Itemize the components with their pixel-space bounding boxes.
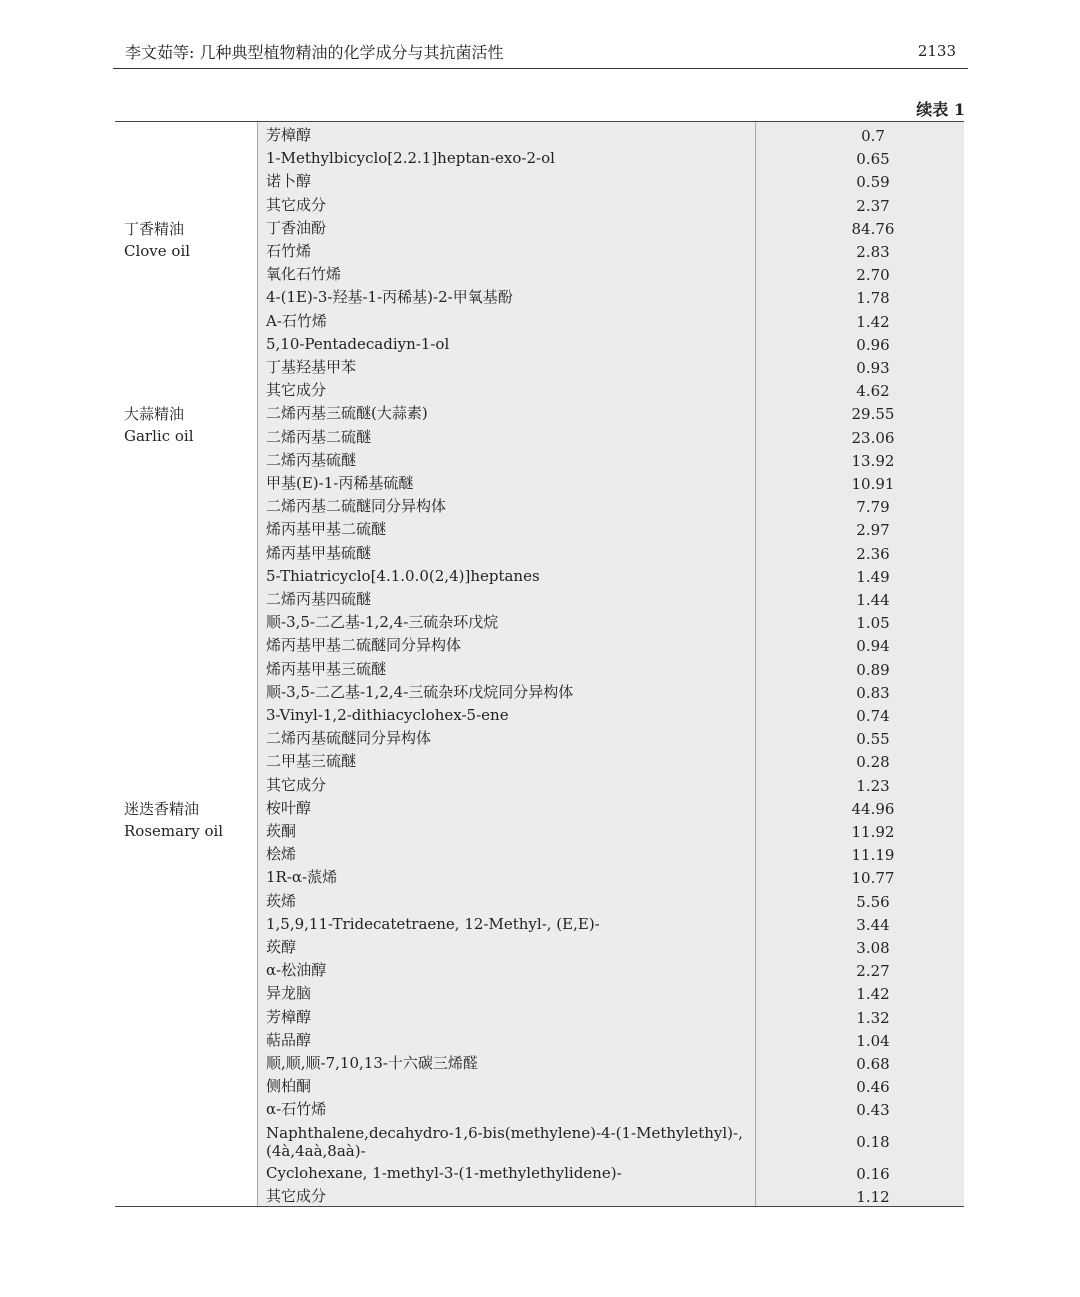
relative-content-value: 0.43 (856, 1101, 890, 1120)
table-row (115, 495, 964, 518)
relative-content-value: 11.92 (851, 823, 895, 841)
relative-content-value: 0.7 (861, 127, 885, 145)
oil-name-en: Garlic oil (124, 427, 194, 446)
relative-content-value: 0.59 (856, 173, 890, 192)
component-name: 丁基羟基甲苯 (266, 358, 357, 376)
component-name: 4-(1E)-3-羟基-1-丙稀基)-2-甲氧基酚 (266, 288, 513, 307)
table-row (115, 634, 964, 657)
component-name: 莰醇 (266, 938, 297, 956)
relative-content-value: 2.70 (856, 266, 890, 285)
component-name: 1,5,9,11-Tridecatetraene, 12-Methyl-, (E,E)- (266, 914, 600, 933)
table-row (115, 982, 964, 1005)
table-row (115, 310, 964, 333)
relative-content-value: 0.28 (856, 753, 890, 772)
relative-content-value: 0.83 (856, 683, 890, 702)
component-name: 芳樟醇 (266, 1007, 312, 1026)
table-row (115, 797, 964, 820)
relative-content-value: 1.32 (856, 1008, 890, 1027)
component-name: 二烯丙基硫醚同分异构体 (266, 729, 432, 748)
table-row (115, 890, 964, 913)
table-row (115, 820, 964, 843)
table-row (115, 472, 964, 495)
table-row (115, 774, 964, 797)
composition-table (115, 121, 964, 1207)
oil-name-en: Clove oil (124, 241, 191, 260)
relative-content-value: 1.78 (856, 289, 890, 308)
component-name: 其它成分 (266, 195, 327, 214)
relative-content-value: 0.18 (856, 1132, 890, 1151)
component-name: 桉叶醇 (266, 798, 312, 817)
component-name: 烯丙基甲基三硫醚 (266, 659, 387, 678)
table-row (115, 1185, 964, 1208)
component-name: 石竹烯 (266, 242, 312, 260)
table-row (115, 588, 964, 611)
table-row (115, 217, 964, 240)
component-name: 侧柏酮 (266, 1077, 312, 1096)
relative-content-value: 0.94 (856, 637, 890, 656)
table-row (115, 194, 964, 217)
table-row (115, 843, 964, 866)
table-caption: 续表 1 (916, 100, 965, 119)
component-name: α-松油醇 (266, 961, 327, 980)
table-row (115, 124, 964, 147)
table-row (115, 170, 964, 193)
oil-name-zh: 大蒜精油 (124, 405, 185, 424)
table-row (115, 518, 964, 541)
relative-content-value: 2.37 (856, 196, 890, 215)
relative-content-value: 0.74 (856, 707, 890, 725)
running-title: 李文茹等: 几种典型植物精油的化学成分与其抗菌活性 (125, 43, 504, 62)
table-row (115, 936, 964, 959)
table-row (115, 866, 964, 889)
table-row (115, 286, 964, 309)
component-name: 丁香油酚 (266, 218, 327, 237)
relative-content-value: 0.68 (856, 1055, 890, 1073)
relative-content-value: 84.76 (851, 219, 895, 238)
relative-content-value: 2.36 (856, 544, 890, 563)
relative-content-value: 0.55 (856, 730, 890, 749)
table-row (115, 959, 964, 982)
component-name: 诺卜醇 (266, 172, 312, 191)
relative-content-value: 1.05 (856, 614, 890, 633)
table-row (115, 727, 964, 750)
component-name: 其它成分 (266, 1186, 327, 1205)
relative-content-value: 13.92 (851, 451, 895, 470)
relative-content-value: 3.44 (856, 915, 890, 934)
relative-content-value: 0.96 (856, 335, 890, 354)
component-name: 烯丙基甲基硫醚 (266, 543, 372, 562)
component-name: 二烯丙基硫醚 (266, 450, 357, 469)
relative-content-value: 0.65 (856, 150, 890, 169)
relative-content-value: 1.42 (856, 985, 890, 1004)
relative-content-value: 10.77 (851, 869, 895, 888)
table-row (115, 402, 964, 425)
component-name: 芳樟醇 (266, 126, 312, 144)
component-name: 氧化石竹烯 (266, 265, 342, 284)
relative-content-value: 0.46 (856, 1078, 890, 1097)
relative-content-value: 3.08 (856, 939, 890, 957)
relative-content-value: 2.97 (856, 521, 890, 540)
component-name: 烯丙基甲基二硫醚同分异构体 (266, 636, 462, 655)
table-row (115, 449, 964, 472)
table-row (115, 542, 964, 565)
relative-content-value: 7.79 (856, 498, 890, 517)
component-name: 烯丙基甲基二硫醚 (266, 520, 387, 539)
table-row (115, 750, 964, 773)
table-row (115, 681, 964, 704)
relative-content-value: 1.49 (856, 567, 890, 586)
component-name: 甲基(E)-1-丙稀基硫醚 (266, 474, 414, 492)
relative-content-value: 1.12 (856, 1187, 890, 1206)
relative-content-value: 11.19 (851, 846, 895, 865)
relative-content-value: 1.04 (856, 1031, 890, 1050)
table-row (115, 1006, 964, 1029)
page-number: 2133 (917, 42, 956, 60)
component-name: 异龙脑 (266, 984, 312, 1003)
component-name: 顺-3,5-二乙基-1,2,4-三硫杂环戊烷同分异构体 (266, 682, 574, 701)
relative-content-value: 0.93 (856, 359, 890, 377)
component-name: 其它成分 (266, 381, 327, 400)
component-name: 其它成分 (266, 775, 327, 794)
relative-content-value: 23.06 (851, 428, 895, 447)
component-name: 二甲基三硫醚 (266, 752, 357, 771)
relative-content-value: 2.83 (856, 243, 890, 261)
table-row (115, 611, 964, 634)
component-name: 莰烯 (266, 891, 297, 910)
component-name: 二烯丙基三硫醚(大蒜素) (266, 404, 428, 423)
component-name: 1R-α-蒎烯 (266, 868, 338, 887)
table-row (115, 1029, 964, 1052)
table-row (115, 658, 964, 681)
table-row (115, 1098, 964, 1121)
table-row (115, 913, 964, 936)
table-row (115, 240, 964, 263)
component-name: Cyclohexane, 1-methyl-3-(1-methylethylidene)- (266, 1163, 622, 1182)
oil-name-en: Rosemary oil (124, 821, 224, 840)
table-row (115, 426, 964, 449)
relative-content-value: 5.56 (856, 892, 890, 911)
table-row (115, 1162, 964, 1185)
component-name: 桧烯 (266, 845, 297, 864)
component-name: 1-Methylbicyclo[2.2.1]heptan-exo-2-ol (266, 149, 555, 168)
component-name: 萜品醇 (266, 1030, 312, 1049)
oil-name-zh: 迷迭香精油 (124, 799, 200, 818)
component-name: 5,10-Pentadecadiyn-1-ol (266, 334, 450, 353)
table-row (115, 356, 964, 379)
table-row (115, 1052, 964, 1075)
table-row (115, 565, 964, 588)
table-row (115, 333, 964, 356)
component-name: 3-Vinyl-1,2-dithiacyclohex-5-ene (266, 706, 509, 724)
relative-content-value: 0.89 (856, 660, 890, 679)
component-name: 二烯丙基二硫醚 (266, 427, 372, 446)
relative-content-value: 0.16 (856, 1164, 890, 1183)
relative-content-value: 1.44 (856, 591, 890, 609)
component-name: 顺,顺,顺-7,10,13-十六碳三烯醛 (266, 1054, 478, 1072)
relative-content-value: 44.96 (851, 799, 895, 818)
relative-content-value: 1.23 (856, 776, 890, 795)
relative-content-value: 1.42 (856, 312, 890, 331)
table-row (115, 1122, 964, 1162)
oil-name-zh: 丁香精油 (124, 219, 185, 238)
table-row (115, 263, 964, 286)
running-header (113, 38, 968, 69)
table-row (115, 1075, 964, 1098)
component-name: Α-石竹烯 (266, 311, 327, 330)
component-name: α-石竹烯 (266, 1100, 327, 1119)
component-name: 莰酮 (266, 822, 297, 840)
relative-content-value: 4.62 (856, 382, 890, 401)
component-name: 二烯丙基四硫醚 (266, 590, 372, 608)
relative-content-value: 2.27 (856, 962, 890, 981)
table-row (115, 704, 964, 727)
table-row (115, 379, 964, 402)
component-name: 二烯丙基二硫醚同分异构体 (266, 497, 447, 516)
component-name: 顺-3,5-二乙基-1,2,4-三硫杂环戊烷 (266, 613, 499, 632)
relative-content-value: 10.91 (851, 475, 895, 493)
relative-content-value: 29.55 (851, 405, 895, 424)
component-name: 5-Thiatricyclo[4.1.0.0(2,4)]heptanes (266, 566, 540, 585)
table-row (115, 147, 964, 170)
component-name: Naphthalene,decahydro-1,6-bis(methylene)-4-(1-Methylethyl)-, (4à,4aà,8aà)- (266, 1123, 743, 1160)
